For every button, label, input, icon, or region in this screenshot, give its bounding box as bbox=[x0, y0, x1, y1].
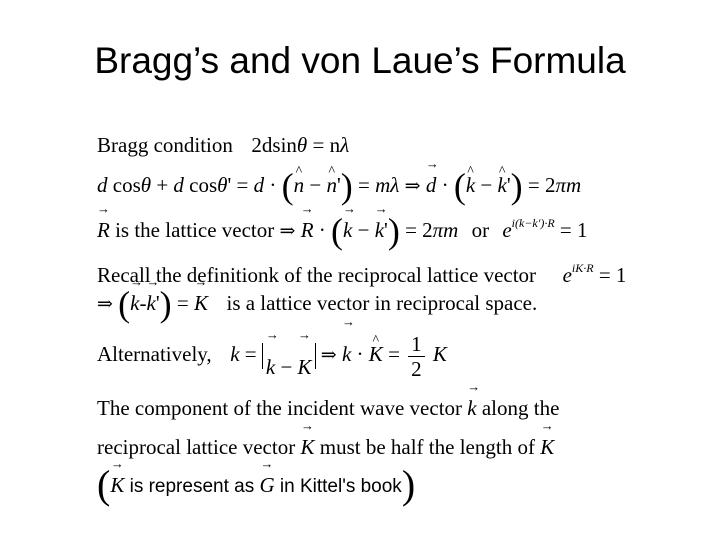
component-statement-line1: The component of the incident wave vector → k along the bbox=[97, 395, 559, 421]
component-text: The component of the incident wave vector bbox=[97, 396, 463, 420]
alternative-equation: Alternatively, k = → k − → K ⇒ → k · ^ K = $\frac{1}{2}$ K bbox=[97, 330, 447, 381]
kittel-note-line: (→ K is represent as → G in Kittel's book) bbox=[97, 472, 415, 500]
reciprocal-space-text: is a lattice vector in reciprocal space. bbox=[226, 291, 538, 315]
bragg-condition-label: Bragg condition bbox=[97, 133, 233, 157]
kittel-text: in Kittel's book bbox=[279, 476, 402, 497]
represent-text: is represent as bbox=[129, 476, 255, 497]
along-text: along the bbox=[481, 396, 560, 420]
one-half-fraction: $\frac{1}{2}$ bbox=[408, 332, 425, 381]
bragg-condition-line bbox=[97, 132, 349, 158]
or-text: or bbox=[471, 218, 490, 242]
reciprocal-definition-text: Recall the definitionk of the reciprocal lattice vector bbox=[97, 263, 537, 287]
slide-title: Bragg’s and von Laue’s Formula bbox=[94, 40, 626, 81]
half-length-text: must be half the length of bbox=[319, 435, 535, 459]
bragg-condition-formula: 2dsinθ = nλ bbox=[251, 133, 350, 157]
component-statement-line2: reciprocal lattice vector → K must be half the length of → K bbox=[97, 434, 554, 460]
reciprocal-vector-text: reciprocal lattice vector bbox=[97, 435, 296, 459]
reciprocal-space-line: ⇒ (→ k-→ k') = → K is a lattice vector in reciprocal space. bbox=[97, 290, 537, 317]
reciprocal-definition-line: Recall the definitionk of the reciprocal lattice vector $e^{iK\cdot R} = 1$ bbox=[97, 261, 627, 287]
path-difference-equation: d cosθ + d cosθ' = d · (^ n − ^ n') = mλ ⇒ → d · (^ k − ^ k') = 2πm bbox=[97, 172, 581, 199]
lattice-vector-text: is the lattice vector bbox=[115, 218, 275, 242]
lattice-vector-equation: → R is the lattice vector ⇒ → R · (→ k − → k') = 2πm or $e^{i(k-k')\cdot R} = 1$ bbox=[97, 210, 588, 244]
alternatively-label: Alternatively, bbox=[97, 342, 212, 366]
